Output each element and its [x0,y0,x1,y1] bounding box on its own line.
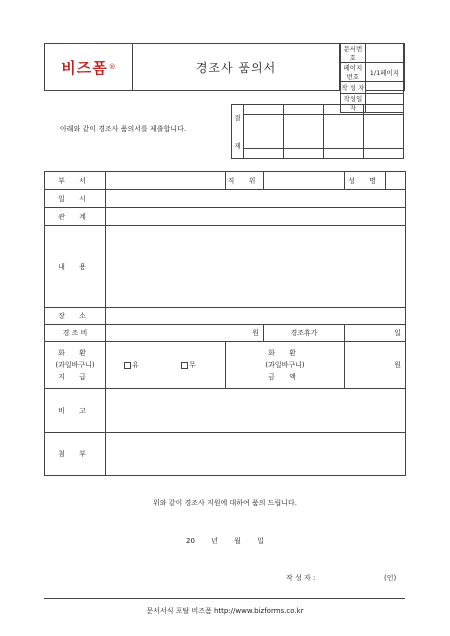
wreath-no-option[interactable] [181,361,196,369]
approval-sign-cell[interactable] [284,115,324,149]
wreath-label-line: 화 환 [58,349,92,357]
note-field[interactable] [106,389,406,433]
logo [45,44,133,90]
note-label: 비 고 [45,389,106,433]
footer-text: 문서서식 포탈 비즈폼 http://www.bizforms.co.kr [146,607,304,615]
approval-box [231,104,404,159]
approval-label-top: 결 [234,113,241,122]
document-header [44,43,405,112]
approval-title-cell[interactable] [364,105,404,115]
page-number-field: 1/1페이지 [365,63,403,82]
confirm-text: 위와 같이 경조사 지원에 대하여 품의 드립니다. [152,499,298,507]
wreath-amount-unit: 원 [394,361,401,369]
document-title: 경조사 품의서 [133,44,340,90]
approval-date-cell[interactable] [244,148,284,158]
approval-label-bottom: 재 [234,141,241,150]
written-date-field[interactable]: . . . [365,94,403,113]
yes-label: 유 [132,361,139,369]
place-field[interactable] [106,308,406,325]
no-label: 무 [189,361,196,369]
wreath-amount-label-line: 화 환 [268,349,302,357]
expense-unit: 원 [252,329,259,337]
checkbox-icon[interactable] [124,362,131,369]
dept-label: 부 서 [45,172,106,190]
expense-label: 경 조 비 [45,325,106,342]
wreath-label-line: 지 급 [58,373,92,381]
position-field[interactable] [264,172,345,190]
content-label: 내 용 [45,226,106,308]
approval-date-cell[interactable] [284,148,324,158]
approval-date-cell[interactable] [364,148,404,158]
wreath-label [45,342,106,389]
position-label: 직 위 [226,172,264,190]
expense-field[interactable] [106,325,264,342]
meta-label: 작 성 자 [341,82,366,94]
relation-label: 관 계 [45,208,106,226]
seal-mark: (인) [384,574,397,582]
meta-label: 페이지번호 [341,63,366,82]
wreath-amount-label-line: 금 액 [268,373,302,381]
leave-label: 경조휴가 [264,325,345,342]
logo-text: 비즈폼 [61,58,108,77]
name-field[interactable] [386,172,406,190]
wreath-label-line: (과일바구니) [55,361,95,369]
date-field[interactable] [106,190,406,208]
main-form [44,171,406,476]
registered-mark: ® [108,63,116,71]
leave-unit: 일 [394,329,401,337]
place-label: 장 소 [45,308,106,325]
wreath-amount-label-line: (과일바구니) [265,361,305,369]
leave-field[interactable] [345,325,406,342]
wreath-amount-label [226,342,345,389]
date-line[interactable]: 20 년 월 일 [186,537,264,545]
approval-title-cell[interactable] [284,105,324,115]
wreath-yes-option[interactable] [124,361,139,369]
wreath-options [106,342,226,389]
approval-title-cell[interactable] [324,105,364,115]
approval-title-cell[interactable] [244,105,284,115]
author-field[interactable] [365,82,403,94]
checkbox-icon[interactable] [181,362,188,369]
name-label: 성 명 [345,172,386,190]
date-label: 일 시 [45,190,106,208]
wreath-amount-field[interactable] [345,342,406,389]
approval-sign-cell[interactable] [364,115,404,149]
approval-sign-cell[interactable] [244,115,284,149]
intro-text: 아래와 같이 경조사 품의서를 제출합니다. [60,125,187,133]
attach-field[interactable] [106,433,406,476]
approval-label [232,105,244,159]
meta-label: 문서번호 [341,44,366,63]
relation-field[interactable] [106,208,406,226]
dept-field[interactable] [106,172,226,190]
content-field[interactable] [106,226,406,308]
approval-sign-cell[interactable] [324,115,364,149]
writer-label: 작 성 자 : [286,574,316,582]
meta-table [340,43,404,113]
doc-number-field[interactable] [365,44,403,63]
meta-label: 작성일자 [341,94,366,113]
approval-date-cell[interactable] [324,148,364,158]
attach-label: 첨 부 [45,433,106,476]
footer-divider [44,598,405,599]
